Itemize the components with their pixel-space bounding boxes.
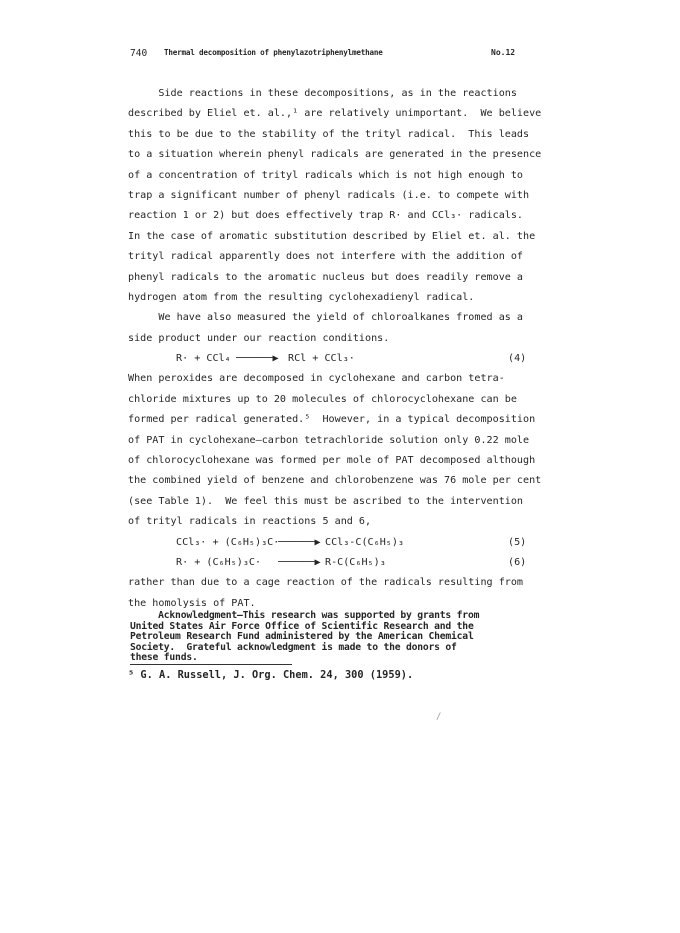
paragraph-chloroalkanes (128, 308, 548, 349)
text-line: chloride mixtures up to 20 molecules of chlorocyclohexane can be (128, 393, 517, 405)
equation-4-arrow: ──────▶ (236, 353, 279, 365)
running-title: Thermal decomposition of phenylazotriphenylmethane (164, 48, 383, 57)
equation-6 (128, 553, 548, 573)
footnote-reference: ⁵ G. A. Russell, J. Org. Chem. 24, 300 (1959). (128, 669, 414, 681)
equation-6-arrow: ──────▶ (278, 556, 321, 568)
equation-5 (128, 533, 548, 553)
acknowledgment-line: United States Air Force Office of Scientific Research and the (130, 620, 474, 632)
text-line: hydrogen atom from the resulting cyclohexadienyl radical. (128, 291, 475, 303)
equation-5-arrow: ──────▶ (278, 536, 321, 548)
text-line: rather than due to a cage reaction of the radicals resulting from (128, 577, 524, 589)
equation-6-rhs: R-C(C₆H₅)₃ (325, 556, 386, 568)
acknowledgment-line: Society. Grateful acknowledgment is made to the donors of (130, 641, 457, 653)
text-line: In the case of aromatic substitution described by Eliel et. al. the (128, 230, 536, 242)
equation-4-label: (4) (508, 353, 527, 365)
equation-4-lhs: R· + CCl₄ (176, 353, 231, 365)
text-line: described by Eliel et. al.,¹ are relatively unimportant. We believe (128, 108, 542, 120)
paragraph-side-reactions (128, 84, 548, 308)
text-line: Side reactions in these decompositions, as in the reactions (128, 88, 517, 99)
page-number: 740 (130, 48, 148, 59)
text-line: the homolysis of PAT. (128, 597, 256, 609)
paragraph-cage-reaction (128, 573, 548, 614)
text-line: trap a significant number of phenyl radicals (i.e. to compete with (128, 189, 530, 201)
text-line: of PAT in cyclohexane—carbon tetrachloride solution only 0.22 mole (128, 434, 530, 446)
text-line: trityl radical apparently does not interfere with the addition of (128, 251, 524, 263)
equation-6-label: (6) (508, 556, 527, 568)
text-line: reaction 1 or 2) but does effectively trap R· and CCl₃· radicals. (128, 210, 524, 222)
running-header (130, 48, 534, 64)
text-line: this to be due to the stability of the trityl radical. This leads (128, 128, 530, 140)
equation-4 (128, 349, 548, 369)
text-line: of a concentration of trityl radicals which is not high enough to (128, 169, 524, 181)
text-line: the combined yield of benzene and chlorobenzene was 76 mole per cent (128, 475, 542, 487)
paragraph-peroxides (128, 369, 548, 532)
text-line: of chlorocyclohexane was formed per mole of PAT decomposed although (128, 455, 536, 467)
issue-number: No.12 (491, 48, 516, 57)
text-line: phenyl radicals to the aromatic nucleus but does readily remove a (128, 271, 524, 283)
text-line: side product under our reaction conditions. (128, 332, 390, 344)
acknowledgment-block (130, 611, 530, 664)
equation-5-rhs: CCl₃-C(C₆H₅)₃ (325, 536, 405, 548)
text-line: When peroxides are decomposed in cyclohexane and carbon tetra- (128, 373, 505, 385)
text-line: to a situation wherein phenyl radicals are generated in the presence (128, 149, 542, 161)
article-body (128, 84, 548, 614)
footnote-rule (130, 664, 292, 665)
acknowledgment-line: these funds. (130, 652, 198, 664)
text-line: formed per radical generated.⁵ However, in a typical decomposition (128, 414, 536, 426)
equation-6-lhs: R· + (C₆H₅)₃C· (176, 556, 262, 568)
acknowledgment-line: Petroleum Research Fund administered by the American Chemical (130, 631, 474, 643)
acknowledgment-line: Acknowledgment—This research was supported by grants from (130, 610, 480, 621)
stray-pencil-mark: / (436, 712, 442, 722)
text-line: (see Table 1). We feel this must be ascribed to the intervention (128, 495, 524, 507)
equation-5-label: (5) (508, 536, 527, 548)
equation-5-lhs: CCl₃· + (C₆H₅)₃C· (176, 536, 280, 548)
equation-4-rhs: RCl + CCl₃· (288, 353, 355, 365)
text-line: We have also measured the yield of chloroalkanes fromed as a (128, 312, 524, 324)
text-line: of trityl radicals in reactions 5 and 6, (128, 516, 372, 528)
